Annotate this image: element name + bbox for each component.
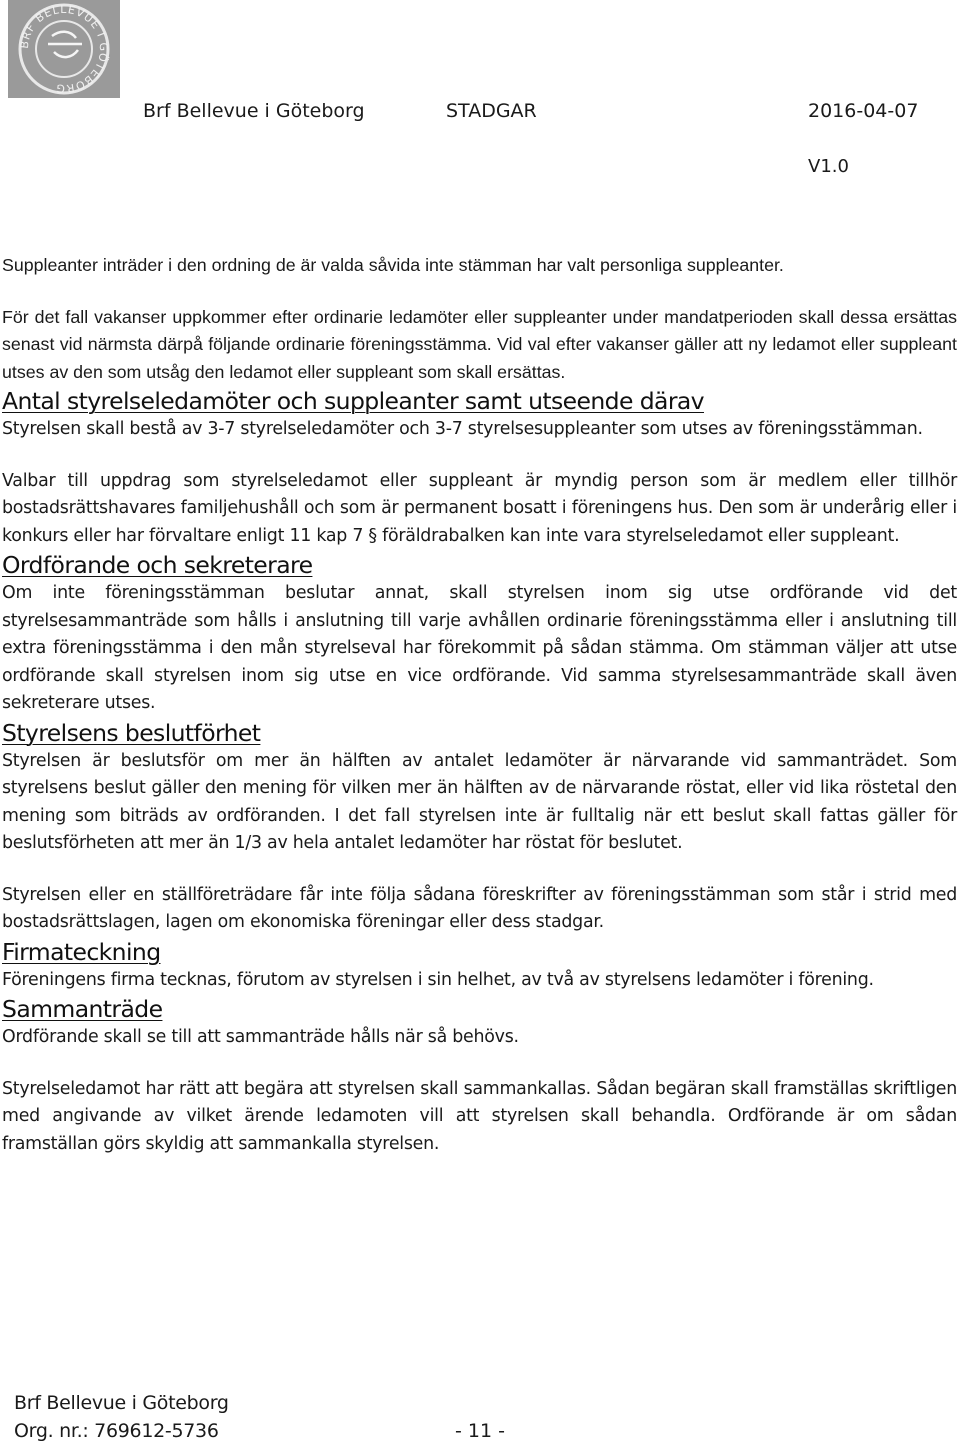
document-body [2, 252, 957, 1158]
page-number: - 11 - [455, 1420, 505, 1442]
header-date: 2016-04-07 [808, 100, 919, 122]
header-organization: Brf Bellevue i Göteborg [143, 100, 365, 122]
svg-text:BRF BELLEVUE I GÖTEBORG [18, 3, 110, 95]
paragraph-spacer [2, 858, 957, 882]
paragraph-spacer [2, 444, 957, 468]
paragraph: Valbar till uppdrag som styrelseledamot eller suppleant är myndig person som är medlem eller tillhör bostadsrättshavares familjehushåll och som är permanent bosatt i föreningens hus. Den som är underårig eller i konkurs eller har förvaltare enligt 11 kap 7 § föräldrabalken kan inte vara styrelseledamot eller suppleant. [2, 470, 957, 546]
paragraph: Styrelsen är beslutsför om mer än hälften av antalet ledamöter är närvarande vid sammanträdet. Som styrelsens beslut gäller den mening för vilken mer än hälften av de närvarande röstat, eller vid lika röstetal den mening som biträds av ordföranden. I det fall styrelsen inte är fulltalig när ett beslut skall fattas gäller för beslutsförheten att mer än 1/3 av hela antalet ledamöter har röstat för beslutet. [2, 750, 957, 853]
section-heading: Firmateckning [2, 937, 161, 966]
section-heading: Sammanträde [2, 995, 163, 1023]
paragraph: Styrelsen skall bestå av 3-7 styrelseledamöter och 3-7 styrelsesuppleanter som utses av föreningsstämman. [2, 419, 923, 439]
paragraph-spacer [2, 1052, 957, 1076]
section-heading: Styrelsens beslutförhet [2, 718, 261, 747]
paragraph: Ordförande skall se till att sammanträde hålls när så behövs. [2, 1027, 519, 1047]
footer-org-number: Org. nr.: 769612-5736 [14, 1420, 219, 1442]
logo-text: BRF BELLEVUE I GÖTEBORG [17, 2, 111, 96]
paragraph: För det fall vakanser uppkommer efter ordinarie ledamöter eller suppleanter under mandatperioden skall dessa ersättas senast vid närmsta därpå följande ordinarie föreningsstämma. Vid val efter vakanser gäller att ny ledamot eller suppleant utses av den som utsåg den ledamot eller suppleant som skall ersättas. [2, 306, 957, 382]
paragraph: Suppleanter inträder i den ordning de är valda såvida inte stämman har valt personliga suppleanter. [2, 255, 784, 275]
header-version: V1.0 [808, 156, 849, 177]
paragraph: Styrelseledamot har rätt att begära att styrelsen skall sammankallas. Sådan begäran skall framställas skriftligen med angivande av vilket ärende ledamoten vill att styrelsen skall behandla. Ordförande är om sådan framställan görs skyldig att sammankalla styrelsen. [2, 1078, 957, 1154]
section-heading: Antal styrelseledamöter och suppleanter samt utseende därav [2, 387, 704, 415]
paragraph: Om inte föreningsstämman beslutar annat, skall styrelsen inom sig utse ordförande vid det styrelsesammanträde som hålls i anslutning till varje avhållen ordinarie föreningsstämma eller i anslutning till extra föreningsstämma i den mån styrelseval har förekommit på sådan stämma. Om stämman väljer att utse ordförande skall styrelsen inom sig utse en vice ordförande. Vid samma styrelsesammanträde skall även sekreterare utses. [2, 583, 957, 713]
header-document-title: STADGAR [446, 100, 537, 122]
paragraph-spacer [2, 280, 957, 304]
paragraph: Styrelsen eller en ställföreträdare får inte följa sådana föreskrifter av föreningsstämman som står i strid med bostadsrättslagen, lagen om ekonomiska föreningar eller dess stadgar. [2, 884, 957, 932]
footer-organization: Brf Bellevue i Göteborg [14, 1392, 229, 1414]
section-heading: Ordförande och sekreterare [2, 551, 313, 579]
paragraph: Föreningens firma tecknas, förutom av styrelsen i sin helhet, av två av styrelsens ledamöter i förening. [2, 969, 874, 990]
logo [8, 0, 120, 98]
